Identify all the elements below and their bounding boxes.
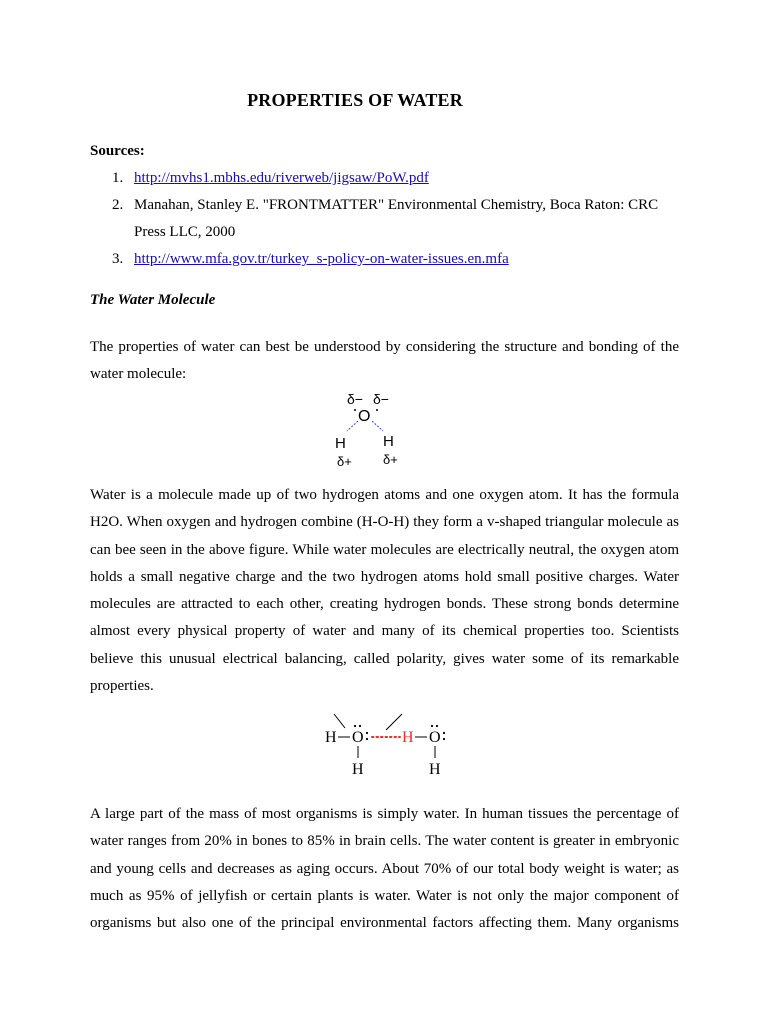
lone-pair-dot [359,725,361,727]
text-line: molecules are attracted to each other, creating hydrogen bonds. These strong bonds determine [90,596,679,613]
section-heading: The Water Molecule [90,292,216,308]
paragraph-intro [90,334,679,389]
source-number: 3. [112,251,124,267]
bond-line [334,714,345,728]
text-line: holds a small negative charge and the two hydrogen atoms hold small positive charges. Water [90,568,679,585]
text-line: believe this unusual electrical balancing, called polarity, gives water some of its remarkable [90,650,679,667]
text-line: organisms but also one of the principal environmental factors affecting them. Many organisms [90,915,679,932]
oxygen-atom: O [358,408,371,425]
water-molecule-figure [325,388,415,470]
bond-line [386,714,402,730]
polar-bond [372,421,383,431]
bridging-hydrogen-atom: H [402,729,414,746]
source-citation-line: Manahan, Stanley E. "FRONTMATTER" Environmental Chemistry, Boca Raton: CRC [134,197,659,213]
oxygen-atom: O [352,729,364,746]
source-link-3[interactable]: http://www.mfa.gov.tr/turkey_s-policy-on-water-issues.en.mfa [134,251,509,267]
lone-pair-dot [443,738,445,740]
hydrogen-atom: H [383,433,394,450]
text-line: properties. [90,678,154,695]
lone-pair-dot [431,725,433,727]
text-line: can bee seen in the above figure. While water molecules are electrically neutral, the oxygen atom [90,541,679,558]
source-number: 1. [112,170,124,186]
lone-pair-dot [354,725,356,727]
text-line: H2O. When oxygen and hydrogen combine (H-O-H) they form a v-shaped triangular molecule as [90,514,679,531]
page-title: PROPERTIES OF WATER [247,90,463,110]
text-line: almost every physical property of water and many of its chemical properties too. Scientists [90,623,679,640]
polar-bond [347,421,358,431]
text-line: much as 95% of jellyfish or certain plants is water. Water is not only the major component of [90,887,679,904]
text-line: A large part of the mass of most organisms is simply water. In human tissues the percentage of [90,806,679,822]
lone-pair-dot [443,732,445,734]
delta-plus-label: δ+ [337,454,352,469]
paragraph-molecule [90,482,679,700]
source-number: 2. [112,197,124,213]
source-link-1[interactable]: http://mvhs1.mbhs.edu/riverweb/jigsaw/PoW.pdf [134,170,429,186]
sources-label: Sources: [90,143,145,159]
hydrogen-atom: H [325,729,337,746]
hydrogen-bond-figure [320,712,460,778]
oxygen-atom: O [429,729,441,746]
text-line: Water is a molecule made up of two hydrogen atoms and one oxygen atom. It has the formula [90,487,679,503]
lone-pair-dot [436,725,438,727]
delta-plus-label: δ+ [383,452,398,467]
lone-pair-dot [366,732,368,734]
text-line: and young cells and decreases as aging occurs. About 70% of our total body weight is water; as [90,860,679,877]
paragraph-organisms [90,801,679,937]
text-line: water molecule: [90,366,187,383]
lone-pair-dot [376,409,378,411]
hydrogen-atom: H [335,435,346,452]
lone-pair-dot [354,409,356,411]
delta-minus-label: δ− [347,391,363,407]
source-citation-line: Press LLC, 2000 [134,224,236,240]
lone-pair-dot [366,738,368,740]
delta-minus-label: δ− [373,391,389,407]
text-line: The properties of water can best be understood by considering the structure and bonding of the [90,339,679,355]
hydrogen-atom: H [352,761,364,778]
text-line: water ranges from 20% in bones to 85% in brain cells. The water content is greater in embryonic [90,833,679,850]
hydrogen-atom: H [429,761,441,778]
